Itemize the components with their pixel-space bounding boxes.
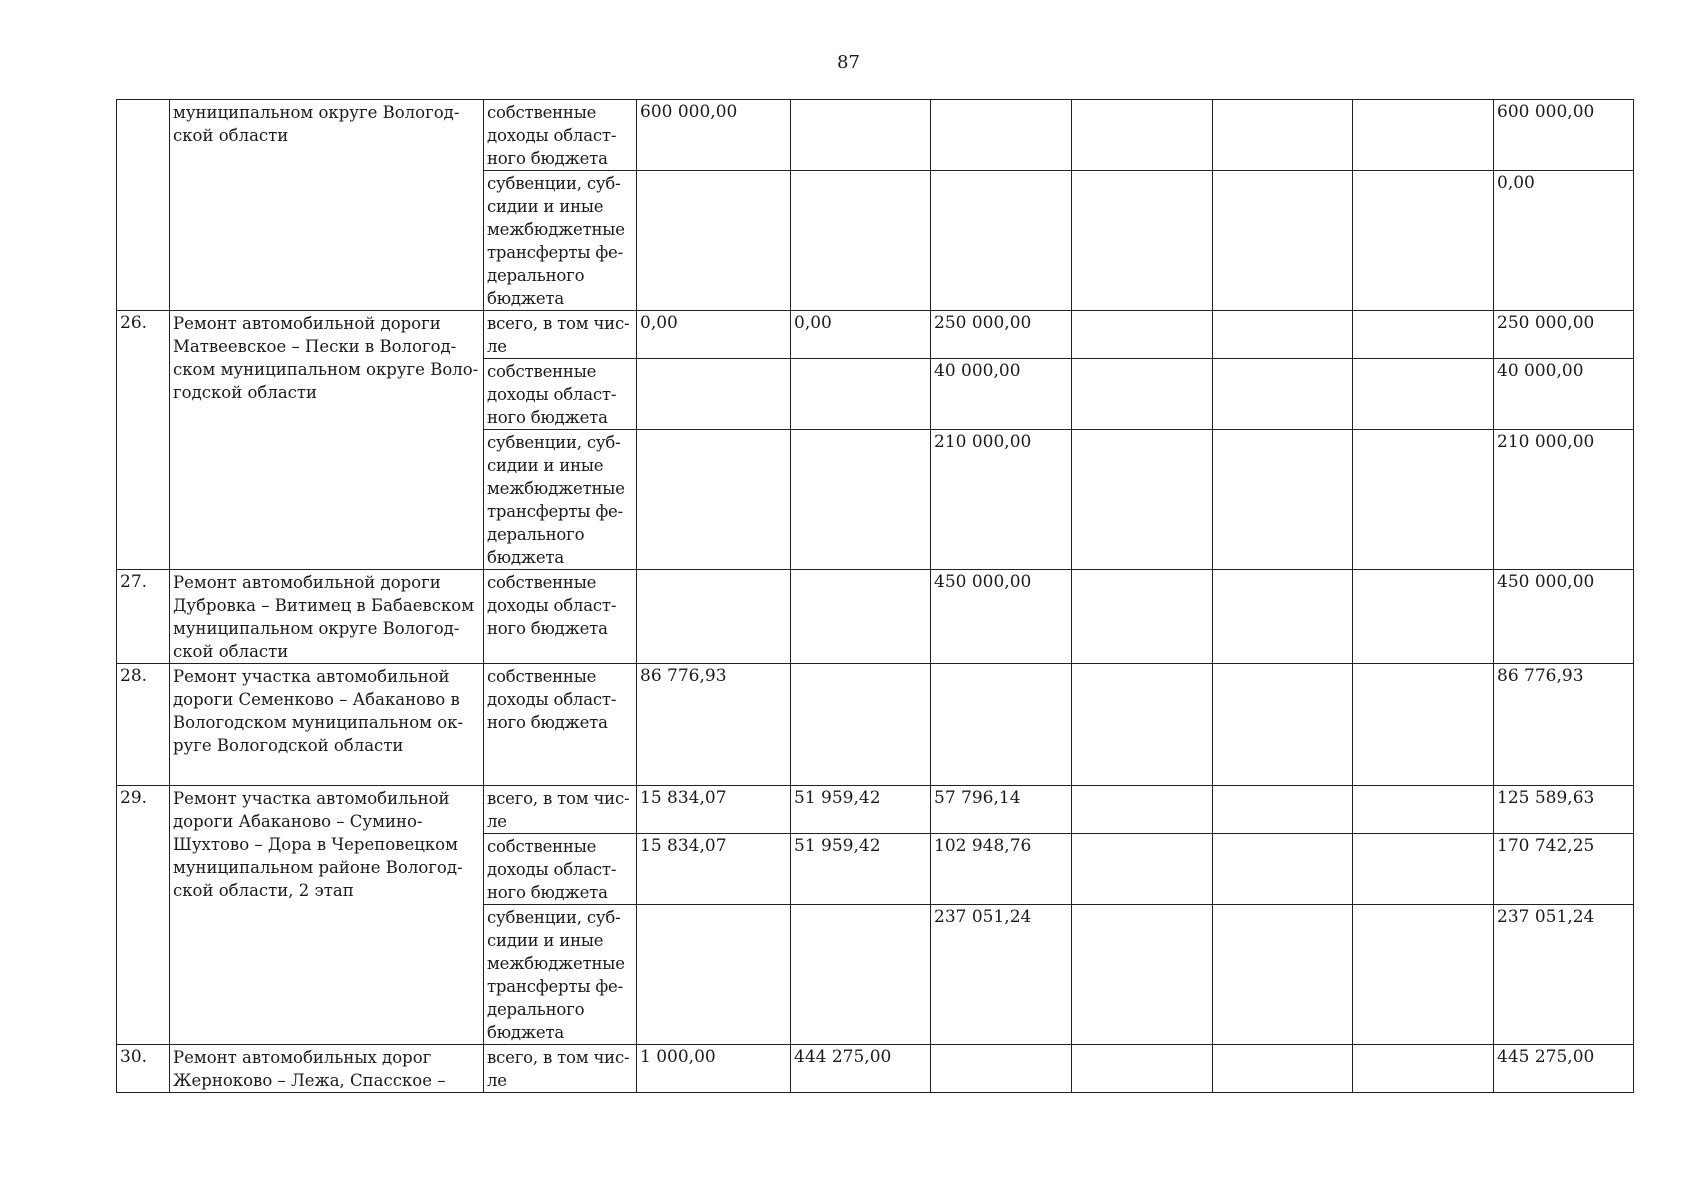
funding-source: собственные доходы област-ного бюджета: [484, 834, 637, 905]
amount-year-2: [791, 100, 931, 171]
amount-year-6: [1353, 570, 1494, 664]
amount-year-4: [1072, 570, 1213, 664]
amount-year-6: [1353, 359, 1494, 430]
amount-year-3: 57 796,14: [931, 786, 1072, 834]
amount-year-6: [1353, 905, 1494, 1045]
amount-year-5: [1213, 311, 1353, 359]
amount-year-5: [1213, 100, 1353, 171]
amount-year-3: 450 000,00: [931, 570, 1072, 664]
amount-year-5: [1213, 171, 1353, 311]
amount-year-4: [1072, 786, 1213, 834]
amount-year-1: 0,00: [637, 311, 791, 359]
amount-total: 600 000,00: [1494, 100, 1634, 171]
amount-year-1: [637, 171, 791, 311]
amount-year-1: [637, 905, 791, 1045]
funding-source: субвенции, суб-сидии и иные межбюджетные трансферты фе-дерального бюджета: [484, 430, 637, 570]
amount-year-1: 600 000,00: [637, 100, 791, 171]
amount-year-1: 1 000,00: [637, 1045, 791, 1093]
amount-year-6: [1353, 100, 1494, 171]
amount-year-2: [791, 570, 931, 664]
table-row: [117, 1045, 1634, 1093]
amount-year-2: 51 959,42: [791, 786, 931, 834]
amount-year-5: [1213, 905, 1353, 1045]
amount-year-4: [1072, 359, 1213, 430]
funding-source: собственные доходы област-ного бюджета: [484, 100, 637, 171]
amount-year-3: [931, 1045, 1072, 1093]
funding-source: собственные доходы област-ного бюджета: [484, 570, 637, 664]
amount-total: 210 000,00: [1494, 430, 1634, 570]
table-row: [117, 311, 1634, 359]
amount-year-2: [791, 359, 931, 430]
row-number: 27.: [117, 570, 170, 664]
funding-source: собственные доходы област-ного бюджета: [484, 359, 637, 430]
amount-year-5: [1213, 359, 1353, 430]
amount-year-4: [1072, 664, 1213, 786]
amount-year-6: [1353, 1045, 1494, 1093]
amount-year-2: [791, 905, 931, 1045]
amount-year-3: [931, 171, 1072, 311]
amount-year-6: [1353, 664, 1494, 786]
amount-year-3: 102 948,76: [931, 834, 1072, 905]
amount-year-3: 210 000,00: [931, 430, 1072, 570]
row-number: 26.: [117, 311, 170, 570]
amount-year-2: [791, 430, 931, 570]
amount-year-1: [637, 430, 791, 570]
amount-total: 445 275,00: [1494, 1045, 1634, 1093]
amount-year-4: [1072, 311, 1213, 359]
table-row: [117, 570, 1634, 664]
funding-source: собственные доходы област-ного бюджета: [484, 664, 637, 786]
amount-year-4: [1072, 834, 1213, 905]
amount-year-6: [1353, 430, 1494, 570]
amount-year-2: 444 275,00: [791, 1045, 931, 1093]
amount-year-4: [1072, 430, 1213, 570]
amount-year-3: [931, 664, 1072, 786]
amount-year-4: [1072, 171, 1213, 311]
funding-source: всего, в том чис-ле: [484, 786, 637, 834]
amount-year-5: [1213, 1045, 1353, 1093]
table-row: [117, 664, 1634, 786]
row-number: 29.: [117, 786, 170, 1045]
funding-source: субвенции, суб-сидии и иные межбюджетные трансферты фе-дерального бюджета: [484, 171, 637, 311]
amount-total: 237 051,24: [1494, 905, 1634, 1045]
amount-year-5: [1213, 430, 1353, 570]
project-name: Ремонт автомобильной дороги Матвеевское – Пески в Вологод-ском муниципальном округе Воло-годской области: [170, 311, 484, 570]
table-row: [117, 100, 1634, 171]
project-name: муниципальном округе Вологод-ской области: [170, 100, 484, 311]
amount-total: 250 000,00: [1494, 311, 1634, 359]
amount-total: 86 776,93: [1494, 664, 1634, 786]
amount-year-2: 0,00: [791, 311, 931, 359]
amount-year-4: [1072, 905, 1213, 1045]
page-number: 87: [837, 52, 860, 73]
amount-total: 125 589,63: [1494, 786, 1634, 834]
amount-total: 40 000,00: [1494, 359, 1634, 430]
amount-year-4: [1072, 100, 1213, 171]
table-row: [117, 786, 1634, 834]
table-body: [117, 100, 1634, 1093]
amount-year-5: [1213, 834, 1353, 905]
project-name: Ремонт автомобильных дорог Жерноково – Лежа, Спасское –: [170, 1045, 484, 1093]
amount-year-5: [1213, 570, 1353, 664]
amount-year-2: 51 959,42: [791, 834, 931, 905]
row-number: 30.: [117, 1045, 170, 1093]
project-name: Ремонт автомобильной дороги Дубровка – Витимец в Бабаевском муниципальном округе Вологод-ской области: [170, 570, 484, 664]
funding-source: всего, в том чис-ле: [484, 311, 637, 359]
amount-year-4: [1072, 1045, 1213, 1093]
amount-year-6: [1353, 786, 1494, 834]
funding-source: всего, в том чис-ле: [484, 1045, 637, 1093]
amount-year-1: [637, 570, 791, 664]
amount-year-6: [1353, 311, 1494, 359]
amount-year-1: 15 834,07: [637, 834, 791, 905]
project-name: Ремонт участка автомобильной дороги Семенково – Абаканово в Вологодском муниципальном ок-руге Вологодской области: [170, 664, 484, 786]
amount-year-6: [1353, 171, 1494, 311]
row-number: [117, 100, 170, 311]
amount-year-5: [1213, 664, 1353, 786]
amount-total: 450 000,00: [1494, 570, 1634, 664]
amount-year-1: 15 834,07: [637, 786, 791, 834]
amount-year-3: 40 000,00: [931, 359, 1072, 430]
amount-year-2: [791, 171, 931, 311]
amount-total: 0,00: [1494, 171, 1634, 311]
amount-year-1: 86 776,93: [637, 664, 791, 786]
row-number: 28.: [117, 664, 170, 786]
amount-year-1: [637, 359, 791, 430]
amount-year-3: 250 000,00: [931, 311, 1072, 359]
funding-source: субвенции, суб-сидии и иные межбюджетные трансферты фе-дерального бюджета: [484, 905, 637, 1045]
amount-total: 170 742,25: [1494, 834, 1634, 905]
amount-year-5: [1213, 786, 1353, 834]
project-name: Ремонт участка автомобильной дороги Абаканово – Сумино-Шухтово – Дора в Череповецком муниципальном районе Вологод-ской области, 2 этап: [170, 786, 484, 1045]
amount-year-2: [791, 664, 931, 786]
amount-year-3: 237 051,24: [931, 905, 1072, 1045]
amount-year-6: [1353, 834, 1494, 905]
amount-year-3: [931, 100, 1072, 171]
budget-table: [116, 99, 1634, 1093]
